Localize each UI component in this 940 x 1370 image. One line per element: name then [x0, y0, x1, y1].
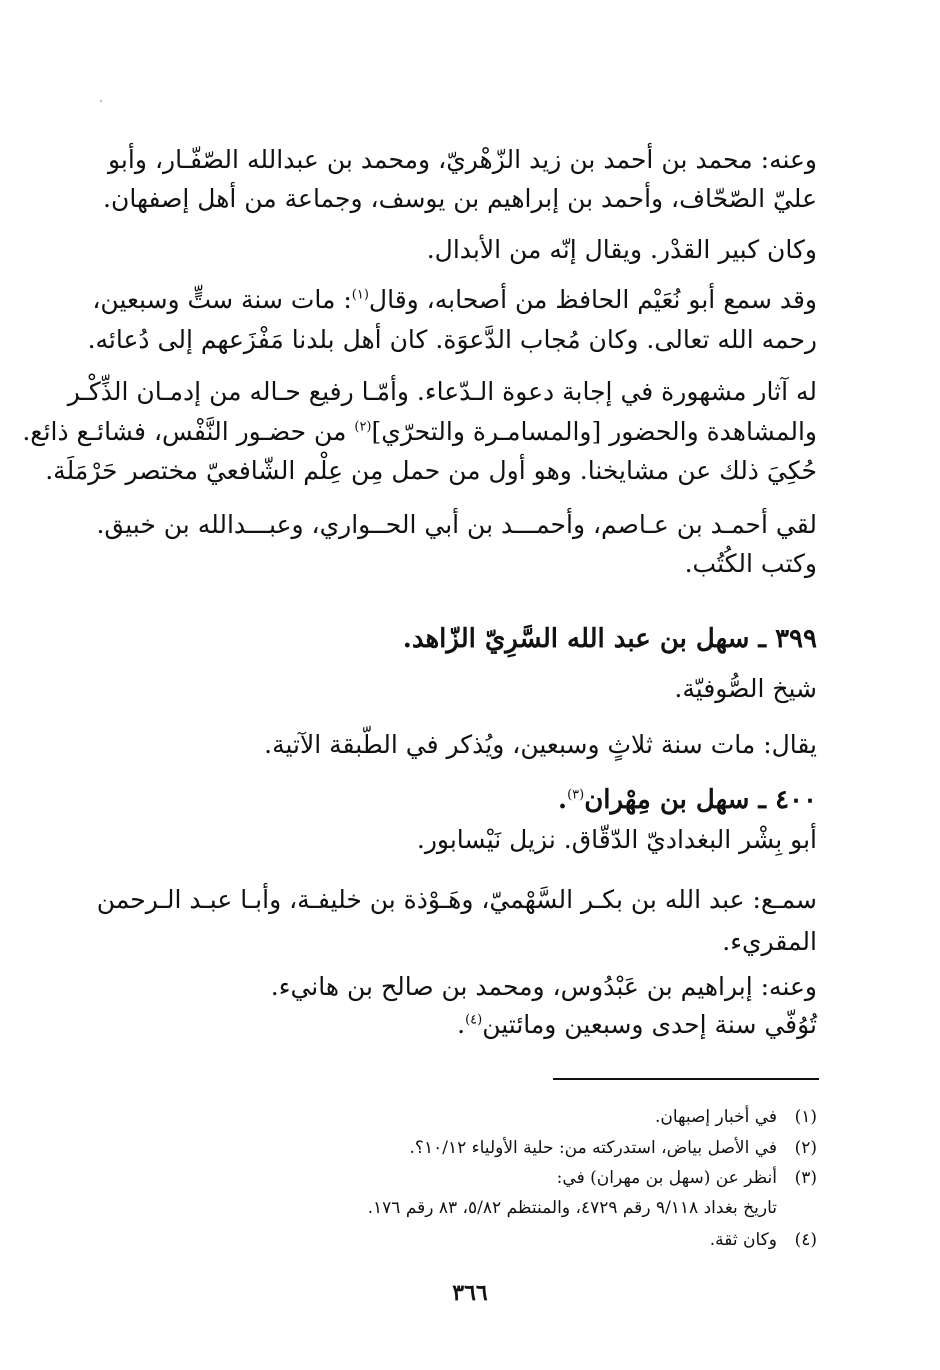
text-line: رحمه الله تعالى. وكان مُجاب الدَّعوَة. كان أهل بلدنا مَفْزَعهم إلى دُعائه. [87, 325, 817, 354]
text-segment: . [457, 1010, 466, 1039]
text-line: وكتب الكُتُب. [684, 549, 817, 578]
footnote-text: وكان ثقة. [709, 1230, 777, 1250]
footnote-reference: (٢) [354, 419, 372, 435]
text-line: وعنه: إبراهيم بن عَبْدُوس، ومحمد بن صالح بن هانيء. [270, 972, 817, 1001]
page-number: ٣٦٦ [452, 1280, 488, 1306]
text-line: شيخ الصُّوفيّة. [674, 674, 817, 703]
text-line: عليّ الصّحّاف، وأحمد بن إبراهيم بن يوسف، وجماعة من أهل إصفهان. [103, 184, 817, 213]
footnote-text: في أخبار إصبهان. [654, 1107, 777, 1127]
footnote [557, 1166, 817, 1190]
footnote-number: (٢) [794, 1138, 817, 1158]
footnote [710, 1228, 817, 1252]
footnote [368, 1196, 817, 1220]
text-line: حُكِيَ ذلك عن مشايخنا. وهو أول من حمل مِن عِلْم الشّافعيّ مختصر حَرْمَلَة. [45, 456, 817, 485]
text-line: له آثار مشهورة في إجابة دعوة الـدّعاء. وأمّـا رفيع حـاله من إدمـان الذِّكْـر [67, 377, 817, 406]
footnote-number: (٣) [794, 1168, 817, 1188]
text-segment: وقد سمع أبو نُعَيْم الحافظ من أصحابه، وقال [368, 285, 817, 314]
text-segment: من حضـور النَّفْس، فشائـع ذائع. [22, 417, 355, 446]
text-segment: تُوُفّي سنة إحدى وسبعين ومائتين [482, 1010, 817, 1039]
heading-text: . [558, 785, 568, 815]
text-line [92, 283, 817, 317]
heading-text: ٤٠٠ ـ سهل بن مِهْران [584, 785, 817, 815]
footnote-reference: (٤) [465, 1012, 483, 1028]
text-line: وكان كبير القدْر. ويقال إنّه من الأبدال. [426, 235, 817, 264]
footnote-text: أنظر عن (سهل بن مهران) في: [556, 1168, 777, 1188]
text-line [457, 1008, 817, 1042]
footnote [655, 1105, 817, 1129]
footnote-text: في الأصل بياض، استدركته من: حلية الأولياء ١٠/١٢؟. [409, 1138, 777, 1158]
footnote-reference: (١) [351, 287, 369, 303]
entry-heading: ٣٩٩ ـ سهل بن عبد الله السَّرِيّ الزّاهد. [402, 624, 817, 654]
footnote-text: تاريخ بغداد ٩/١١٨ رقم ٤٧٢٩، والمنتظم ٥/٨٢، ٨٣ رقم ١٧٦. [367, 1198, 777, 1218]
footnote-number: (٤) [794, 1230, 817, 1250]
footnote-separator [553, 1078, 819, 1080]
footnote [410, 1136, 817, 1160]
footnote-number: (١) [794, 1107, 817, 1127]
text-segment: والمشاهدة والحضور [والمسامـرة والتحرّي] [371, 417, 817, 446]
text-segment: : مات سنة ستٍّ وسبعين، [92, 285, 352, 314]
text-line: لقي أحمـد بن عـاصم، وأحمـــد بن أبي الحــواري، وعبـــدالله بن خبيق. [96, 510, 817, 539]
entry-heading [558, 783, 817, 817]
text-line: سمـع: عبد الله بن بكـر السَّهْميّ، وهَـوْذة بن خليفـة، وأبـا عبـد الـرحمن [96, 885, 817, 914]
text-line [22, 415, 817, 449]
text-line: أبو بِشْر البغداديّ الدّقّاق. نزيل نَيْسابور. [416, 825, 817, 854]
footnote-reference: (٣) [567, 787, 585, 803]
text-line: وعنه: محمد بن أحمد بن زيد الزّهْريّ، ومحمد بن عبدالله الصّفّـار، وأبو [108, 145, 817, 174]
text-line: المقريء. [722, 927, 817, 956]
scan-speck [100, 100, 102, 102]
text-line: يقال: مات سنة ثلاثٍ وسبعين، ويُذكر في الطّبقة الآتية. [264, 730, 817, 759]
